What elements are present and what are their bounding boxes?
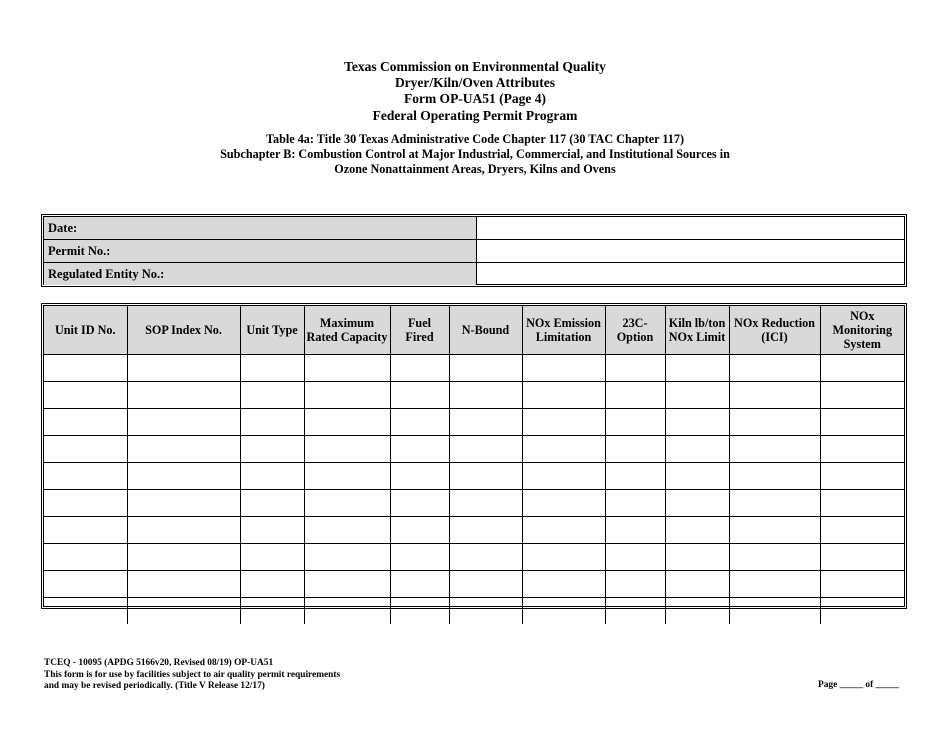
info-row-date — [44, 217, 904, 240]
table-cell[interactable] — [729, 436, 820, 463]
table-cell[interactable] — [127, 490, 240, 517]
table-cell[interactable] — [605, 571, 665, 598]
col-n-bound: N-Bound — [449, 306, 522, 355]
col-fuel-fired: Fuel Fired — [390, 306, 449, 355]
table-cell[interactable] — [240, 490, 304, 517]
table-cell[interactable] — [605, 490, 665, 517]
table-cell[interactable] — [127, 598, 240, 625]
program-name: Federal Operating Permit Program — [372, 107, 578, 123]
table-cell[interactable] — [522, 571, 605, 598]
table-cell[interactable] — [127, 571, 240, 598]
table-cell[interactable] — [729, 544, 820, 571]
table-cell[interactable] — [522, 409, 605, 436]
footer-line: TCEQ - 10095 (APDG 5166v20, Revised 08/19) OP-UA51 — [44, 658, 274, 668]
table-cell[interactable] — [449, 598, 522, 625]
table-cell[interactable] — [729, 355, 820, 382]
table-cell[interactable] — [240, 544, 304, 571]
table-cell[interactable] — [820, 598, 904, 625]
table-cell[interactable] — [240, 409, 304, 436]
table-cell[interactable] — [304, 382, 390, 409]
table-cell[interactable] — [44, 517, 127, 544]
page-number: Page _____ of _____ — [818, 680, 899, 690]
table-cell[interactable] — [240, 436, 304, 463]
form-header — [0, 59, 950, 124]
table-cell[interactable] — [449, 571, 522, 598]
table-cell[interactable] — [390, 544, 449, 571]
form-footer — [44, 658, 340, 693]
col-unit-id: Unit ID No. — [44, 306, 127, 355]
table-cell[interactable] — [522, 598, 605, 625]
table-header-row — [44, 306, 904, 355]
table-cell[interactable] — [390, 517, 449, 544]
table-cell[interactable] — [304, 355, 390, 382]
col-max-rated-capacity: Maximum Rated Capacity — [304, 306, 390, 355]
table-cell[interactable] — [44, 382, 127, 409]
table-cell[interactable] — [44, 409, 127, 436]
form-number: Form OP-UA51 (Page 4) — [403, 91, 547, 107]
table-cell[interactable] — [605, 463, 665, 490]
table-cell[interactable] — [729, 598, 820, 625]
table-cell[interactable] — [240, 463, 304, 490]
table-cell[interactable] — [522, 490, 605, 517]
footer-line: This form is for use by facilities subject to air quality permit requirements — [44, 669, 341, 680]
table-cell[interactable] — [390, 571, 449, 598]
table-cell[interactable] — [240, 517, 304, 544]
table-cell[interactable] — [44, 571, 127, 598]
table-cell[interactable] — [44, 463, 127, 490]
table-cell[interactable] — [665, 598, 729, 625]
table-cell[interactable] — [820, 355, 904, 382]
table-cell[interactable] — [522, 355, 605, 382]
regulated-entity-field[interactable] — [477, 263, 905, 286]
table-cell[interactable] — [605, 517, 665, 544]
table-cell[interactable] — [127, 355, 240, 382]
agency-name: Texas Commission on Environmental Quality — [344, 59, 606, 74]
table-row — [44, 463, 904, 490]
table-cell[interactable] — [240, 355, 304, 382]
table-cell[interactable] — [240, 598, 304, 625]
col-kiln-nox-limit: Kiln lb/ton NOx Limit — [665, 306, 729, 355]
col-23c-option: 23C-Option — [605, 306, 665, 355]
date-label: Date: — [44, 217, 477, 240]
table-cell[interactable] — [390, 463, 449, 490]
table-cell[interactable] — [449, 355, 522, 382]
table-cell[interactable] — [665, 544, 729, 571]
table-cell[interactable] — [390, 382, 449, 409]
table-row — [44, 517, 904, 544]
table-cell[interactable] — [44, 355, 127, 382]
table-cell[interactable] — [605, 598, 665, 625]
table-cell[interactable] — [665, 517, 729, 544]
table-cell[interactable] — [820, 571, 904, 598]
table-cell[interactable] — [44, 598, 127, 625]
table-cell[interactable] — [127, 463, 240, 490]
table-cell[interactable] — [304, 463, 390, 490]
table-cell[interactable] — [665, 382, 729, 409]
table-cell[interactable] — [522, 436, 605, 463]
table-cell[interactable] — [820, 382, 904, 409]
table-cell[interactable] — [127, 517, 240, 544]
table-cell[interactable] — [304, 517, 390, 544]
table-cell[interactable] — [304, 409, 390, 436]
table-title — [0, 132, 950, 177]
table-cell[interactable] — [304, 544, 390, 571]
table-row — [44, 355, 904, 382]
table-cell[interactable] — [44, 490, 127, 517]
table-cell[interactable] — [729, 571, 820, 598]
table-cell[interactable] — [665, 436, 729, 463]
form-subject: Dryer/Kiln/Oven Attributes — [394, 75, 556, 91]
table-cell[interactable] — [605, 355, 665, 382]
table-cell[interactable] — [390, 436, 449, 463]
table-cell[interactable] — [820, 463, 904, 490]
table-title-line: Table 4a: Title 30 Texas Administrative Code Chapter 117 (30 TAC Chapter 117) — [265, 132, 685, 146]
table-cell[interactable] — [729, 382, 820, 409]
table-cell[interactable] — [44, 544, 127, 571]
table-cell[interactable] — [605, 382, 665, 409]
table-cell[interactable] — [390, 355, 449, 382]
table-cell[interactable] — [127, 409, 240, 436]
col-nox-reduction-ici: NOx Reduction (ICI) — [729, 306, 820, 355]
table-cell[interactable] — [390, 598, 449, 625]
table-cell[interactable] — [605, 544, 665, 571]
table-title-line: Ozone Nonattainment Areas, Dryers, Kilns and Ovens — [334, 162, 616, 176]
col-sop-index: SOP Index No. — [127, 306, 240, 355]
table-cell[interactable] — [729, 409, 820, 436]
table-cell[interactable] — [127, 436, 240, 463]
table-cell[interactable] — [665, 571, 729, 598]
table-title-line: Subchapter B: Combustion Control at Major Industrial, Commercial, and Institutional Sources in — [220, 147, 730, 161]
table-cell[interactable] — [304, 598, 390, 625]
date-field[interactable] — [477, 217, 905, 240]
table-row — [44, 490, 904, 517]
table-row — [44, 544, 904, 571]
table-cell[interactable] — [449, 517, 522, 544]
table-cell[interactable] — [665, 355, 729, 382]
table-cell[interactable] — [729, 490, 820, 517]
table-cell[interactable] — [522, 463, 605, 490]
table-cell[interactable] — [522, 544, 605, 571]
table-cell[interactable] — [820, 517, 904, 544]
table-cell[interactable] — [390, 409, 449, 436]
table-cell[interactable] — [522, 382, 605, 409]
table-cell[interactable] — [605, 409, 665, 436]
table-cell[interactable] — [44, 436, 127, 463]
table-cell[interactable] — [522, 517, 605, 544]
table-cell[interactable] — [665, 409, 729, 436]
table-cell[interactable] — [304, 490, 390, 517]
col-nox-emission-limitation: NOx Emission Limitation — [522, 306, 605, 355]
table-cell[interactable] — [820, 544, 904, 571]
table-cell[interactable] — [729, 463, 820, 490]
col-unit-type: Unit Type — [240, 306, 304, 355]
table-row — [44, 436, 904, 463]
footer-line: and may be revised periodically. (Title V Release 12/17) — [44, 681, 265, 691]
table-cell[interactable] — [820, 436, 904, 463]
table-row — [44, 571, 904, 598]
table-cell[interactable] — [240, 382, 304, 409]
col-nox-monitoring-system: NOx Monitoring System — [820, 306, 904, 355]
table-cell[interactable] — [605, 436, 665, 463]
table-cell[interactable] — [449, 409, 522, 436]
table-cell[interactable] — [665, 490, 729, 517]
table-cell[interactable] — [449, 382, 522, 409]
table-cell[interactable] — [304, 571, 390, 598]
info-row-entity — [44, 263, 904, 286]
table-cell[interactable] — [449, 436, 522, 463]
permit-no-field[interactable] — [477, 240, 905, 263]
info-row-permit — [44, 240, 904, 263]
table-cell[interactable] — [449, 490, 522, 517]
table-cell[interactable] — [729, 517, 820, 544]
table-cell[interactable] — [449, 463, 522, 490]
info-box — [41, 214, 907, 287]
table-cell[interactable] — [820, 409, 904, 436]
table-cell[interactable] — [304, 436, 390, 463]
table-cell[interactable] — [820, 490, 904, 517]
attributes-table — [41, 303, 907, 609]
table-cell[interactable] — [127, 382, 240, 409]
table-cell[interactable] — [449, 544, 522, 571]
table-cell[interactable] — [665, 463, 729, 490]
table-row — [44, 598, 904, 625]
table-cell[interactable] — [240, 571, 304, 598]
table-cell[interactable] — [390, 490, 449, 517]
permit-no-label: Permit No.: — [44, 240, 477, 263]
table-row — [44, 382, 904, 409]
table-cell[interactable] — [127, 544, 240, 571]
table-row — [44, 409, 904, 436]
regulated-entity-label: Regulated Entity No.: — [44, 263, 477, 286]
